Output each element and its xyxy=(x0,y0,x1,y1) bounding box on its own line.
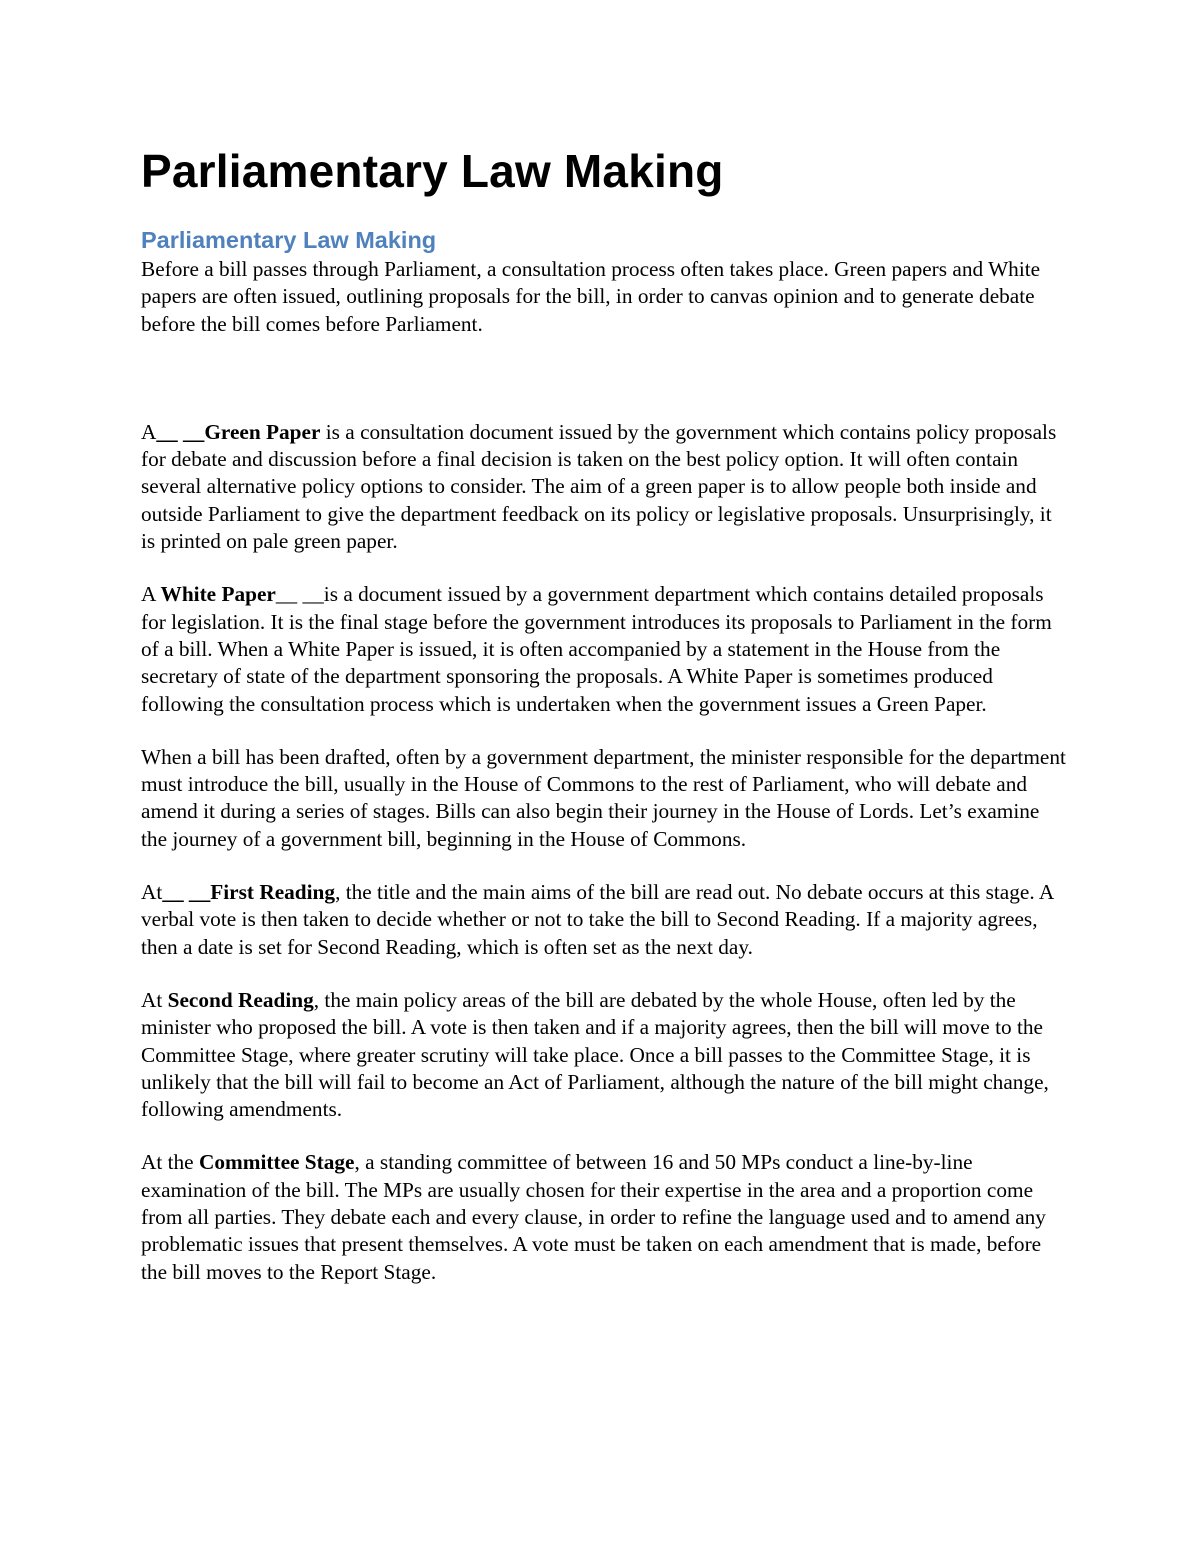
green-paper-prefix: A xyxy=(141,419,157,444)
second-reading-prefix: At xyxy=(141,987,168,1012)
committee-stage-text: , a standing committee of between 16 and 50 MPs conduct a line-by-line examination of the bill. The MPs are usually chosen for their expertise in the area and a proportion come from all parties. They debate each and every clause, in order to refine the language used and to amend any problematic issues that present themselves. A vote must be taken on each amendment that is made, before the bill moves to the Report Stage. xyxy=(141,1150,1046,1284)
section-heading: Parliamentary Law Making xyxy=(141,227,437,253)
green-paper-text: is a consultation document issued by the government which contains policy proposals for debate and discussion before a final decision is taken on the best policy option. It will often contain several alternative policy options to consider. The aim of a green paper is to allow people both inside and outside Parliament to give the department feedback on its policy or legislative proposals. Unsurprisingly, it is printed on pale green paper. xyxy=(141,419,1057,554)
document-title: Parliamentary Law Making xyxy=(141,145,724,197)
committee-stage-prefix: At the xyxy=(141,1150,199,1175)
committee-stage-paragraph xyxy=(141,1149,1066,1285)
white-paper-blank: __ __ xyxy=(275,582,324,607)
first-reading-text: , the title and the main aims of the bill are read out. No debate occurs at this stage. A verbal vote is then taken to decide whether or not to take the bill to Second Reading. If a majority agrees, then a date is set for Second Reading, which is often set as the next day. xyxy=(141,880,1054,959)
document-body xyxy=(141,138,1066,1286)
second-reading-paragraph xyxy=(141,987,1066,1123)
committee-stage-term: Committee Stage xyxy=(198,1150,355,1175)
drafting-paragraph: When a bill has been drafted, often by a government department, the minister responsible for the department must introduce the bill, usually in the House of Commons to the rest of Parliament, who will debate and amend it during a series of stages. Bills can also begin their journey in the House of Lords. Let’s examine the journey of a government bill, beginning in the House of Commons. xyxy=(141,744,1066,851)
intro-paragraph: Before a bill passes through Parliament, a consultation process often takes place. Green papers and White papers are often issued, outlining proposals for the bill, in order to canvas opinion and to generate debate before the bill comes before Parliament. xyxy=(141,257,1041,336)
white-paper-term: White Paper xyxy=(160,582,276,607)
first-reading-paragraph xyxy=(141,879,1066,961)
white-paper-text: is a document issued by a government department which contains detailed proposals for legislation. It is the final stage before the government introduces its proposals to Parliament in the form of a bill. When a White Paper is issued, it is often accompanied by a statement in the House from the secretary of state of the department sponsoring the proposals. A White Paper is sometimes produced following the consultation process which is undertaken when the government issues a Green Paper. xyxy=(141,582,1052,716)
first-reading-prefix: At xyxy=(141,880,163,905)
green-paper-term: Green Paper xyxy=(204,419,321,444)
white-paper-prefix: A xyxy=(141,582,161,607)
first-reading-blank: __ __ xyxy=(162,880,211,905)
white-paper-paragraph xyxy=(141,581,1066,717)
green-paper-paragraph xyxy=(141,419,1066,555)
second-reading-text: , the main policy areas of the bill are debated by the whole House, often led by the minister who proposed the bill. A vote is then taken and if a majority agrees, then the bill will move to the Committee Stage, where greater scrutiny will take place. Once a bill passes to the Committee Stage, it is unlikely that the bill will fail to become an Act of Parliament, although the nature of the bill might change, following amendments. xyxy=(141,987,1049,1122)
first-reading-term: First Reading xyxy=(210,880,336,905)
green-paper-blank: __ __ xyxy=(156,419,205,444)
second-reading-term: Second Reading xyxy=(167,987,314,1012)
